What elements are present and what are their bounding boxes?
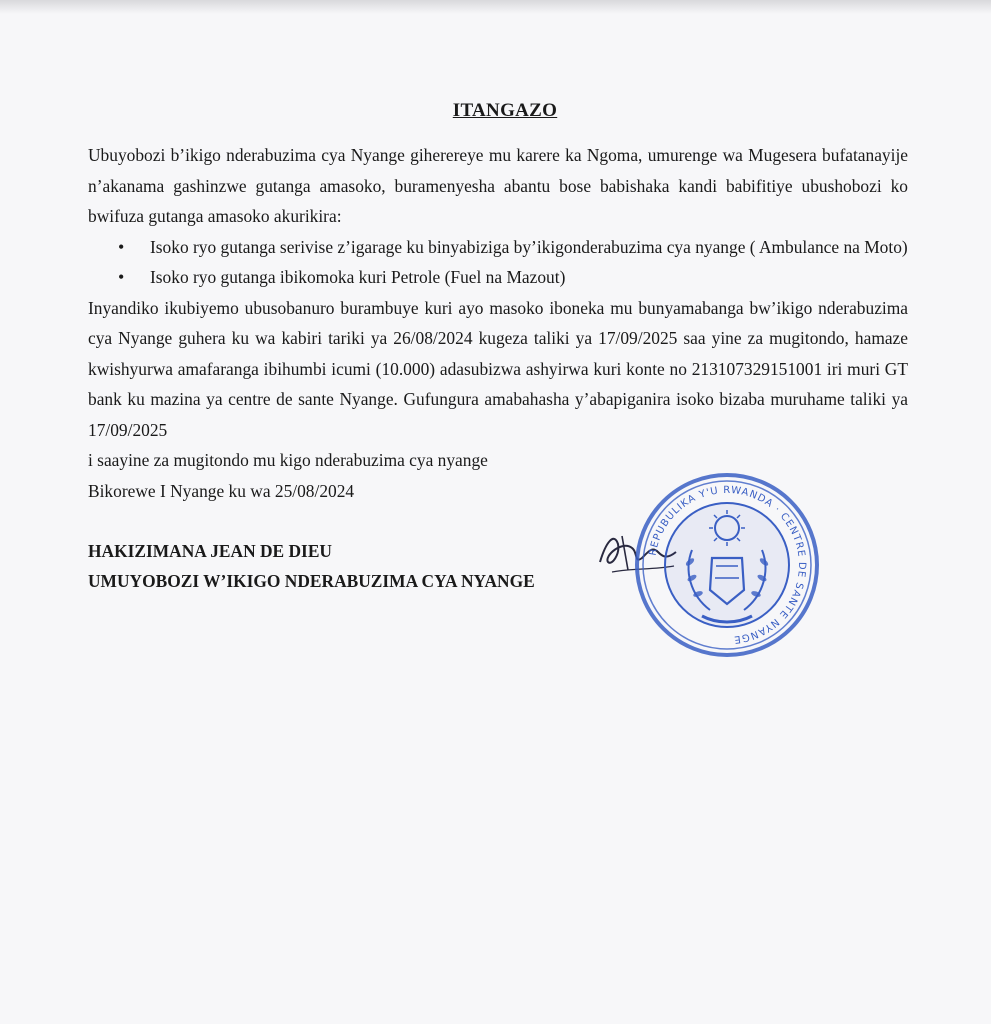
list-item: • Isoko ryo gutanga serivise z’igarage ku binyabiziga by’ikigonderabuzima cya nyange ( Ambulance na Moto): [118, 232, 908, 263]
svg-text:REPUBULIKA Y'U RWANDA · CENTRE: REPUBULIKA Y'U RWANDA · CENTRE DE SANTE NYANGE: [647, 484, 808, 645]
document-body: [88, 140, 908, 506]
tender-list: [88, 232, 908, 293]
details-ending: i saayine za mugitondo mu kigo nderabuzima cya nyange: [88, 450, 488, 470]
list-item: • Isoko ryo gutanga ibikomoka kuri Petrole (Fuel na Mazout): [118, 262, 908, 293]
signature-block: [88, 536, 535, 596]
scan-shadow: [0, 0, 991, 14]
date-line: Bikorewe I Nyange ku wa 25/08/2024: [88, 480, 355, 501]
document-title: ITANGAZO: [452, 100, 558, 121]
signer-name: HAKIZIMANA JEAN DE DIEU: [88, 541, 332, 561]
details-paragraph: Inyandiko ikubiyemo ubusobanuro burambuye kuri ayo masoko iboneka mu bunyamabanga bw’ikigo nderabuzima cya Nyange guhera ku wa kabiri tariki ya 26/08/2024 kugeza taliki ya 17/09/2025 saa yine za mugitondo, hamaze kwishyurwa amafaranga ibihumbi icumi (10.000) adasubizwa ashyirwa kuri konte no 213107329151001 iri muri GT bank ku mazina ya centre de sante Nyange. Gufungura amabahasha y’abapiganira isoko bizaba muruhame taliki ya 17/09/2025: [88, 297, 908, 440]
intro-paragraph: Ubuyobozi b’ikigo nderabuzima cya Nyange giherereye mu karere ka Ngoma, umurenge wa Mugesera bufatanayije n’akanama gashinzwe gutanga amasoko, buramenyesha abantu bose babishaka kandi babifitiye ubushobozi ko bwifuza gutanga amasoko akurikira:: [88, 145, 908, 226]
official-seal-icon: [632, 470, 822, 660]
signer-title: UMUYOBOZI W’IKIGO NDERABUZIMA CYA NYANGE: [88, 571, 535, 591]
